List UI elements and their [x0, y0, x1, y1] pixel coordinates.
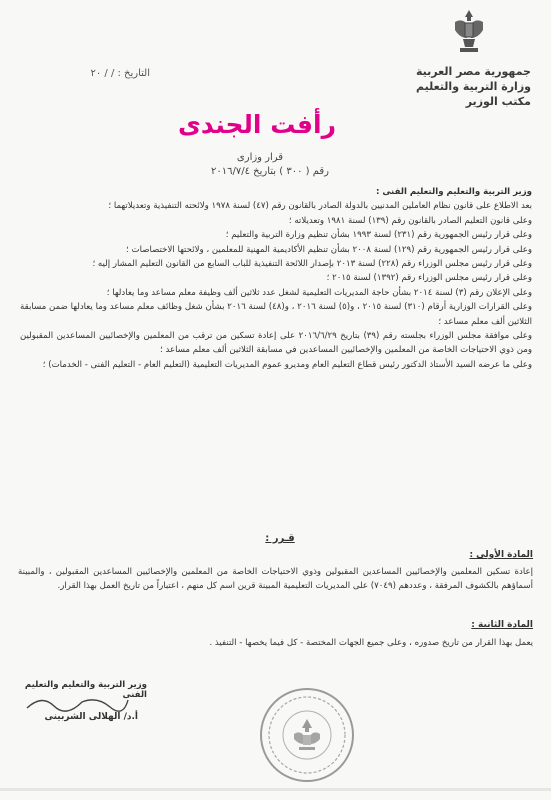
article-2-heading: المادة الثانية : — [471, 620, 533, 630]
preamble-line: وعلى قرار رئيس مجلس الوزراء رقم (١٣٩٢) لسنة ٢٠١٥ ؛ — [326, 273, 532, 284]
preamble-line: وعلى قانون التعليم الصادر بالقانون رقم (١٣٩) لسنة ١٩٨١ وتعديلاته ؛ — [288, 215, 532, 226]
official-seal-icon — [258, 686, 356, 784]
ministry-line-ministry: وزارة التربية والتعليم — [416, 80, 531, 93]
article-1-heading: المادة الأولى : — [469, 550, 533, 560]
article-1-text: إعادة تسكين المعلمين والإخصائيين المساعدين المقبولين وذوي الاحتياجات الخاصة من المعلمين والإخصائيين المساعدين المقبولين ، والمبينة أسماؤهم بالكشوف المرفقة ، وعددهم (٧٠٤٩) على المديريات التعليمية المبينة قرين اسم كل منهم ، اعتباراً من تاريخ العمل بهذا القرار. — [18, 567, 533, 591]
preamble-line: وزير التربية والتعليم والتعليم الفنى : — [375, 187, 532, 197]
preamble-line: بعد الاطلاع على قانون نظام العاملين المدنيين بالدولة الصادر بالقانون رقم (٤٧) لسنة ١٩٧٨ ولائحته التنفيذية وتعديلاتهما ؛ — [108, 201, 532, 212]
decree-title: قرار وزارى — [236, 152, 284, 163]
preamble — [20, 185, 532, 372]
preamble-line: وعلى قرار رئيس الجمهورية رقم (٢٣١) لسنة ١٩٩٣ بشأن تنظيم وزارة التربية والتعليم ؛ — [225, 230, 532, 241]
page-bottom-edge — [0, 788, 551, 791]
ministry-header — [381, 64, 531, 109]
signatory-title: وزير التربية والتعليم والتعليم الفنى — [24, 680, 147, 700]
preamble-line: وعلى ما عرضه السيد الأستاذ الدكتور رئيس قطاع التعليم العام ومديرو عموم المديريات التعليمية (التعليم العام - التعليم الفنى - الخدمات) ؛ — [42, 359, 532, 370]
preamble-line: وعلى موافقة مجلس الوزراء بجلسته رقم (٣٩) بتاريخ ٢٠١٦/٦/٢٩ على إعادة تسكين من ترقب من المعلمين والإخصائيين المساعدين المقبولين ومن ذوي الاحتياجات الخاصة من المعلمين والإخصائيين المساعدين في مسابقة الثلاثين ألف معلم مساعد ؛ — [20, 331, 532, 356]
date-field: التاريخ : / / ٢٠ — [90, 68, 150, 79]
signature-scribble-icon — [22, 692, 132, 714]
ministry-line-country: جمهورية مصر العربية — [416, 65, 531, 78]
preamble-line: وعلى قرار رئيس مجلس الوزراء رقم (٢٢٨) لسنة ٢٠١٣ بإصدار اللائحة التنفيذية للباب السابع من القانون التعليم المشار إليه ؛ — [92, 259, 532, 270]
egypt-eagle-emblem-icon — [452, 8, 486, 58]
decree-number: رقم ( ٣٠٠ ) بتاريخ ٢٠١٦/٧/٤ — [211, 166, 329, 177]
preamble-line: وعلى الإعلان رقم (٣) لسنة ٢٠١٤ بشأن حاجة المديريات التعليمية لشغل عدد ثلاثين ألف وظيفة معلم مساعد وما يعادلها ؛ — [106, 287, 532, 298]
ministry-line-office: مكتب الوزير — [465, 95, 531, 108]
signatory-name: أ.د/ الهلالى الشربينى — [44, 712, 138, 722]
decision-label: قـرر : — [265, 533, 295, 544]
preamble-line: وعلى القرارات الوزارية أرقام (٣١٠) لسنة ٢٠١٥ ، و(٥) لسنة ٢٠١٦ ، و(٤٨) لسنة ٢٠١٦ بشأن شغل وظائف معلم مساعد وما يعادلها ضمن مسابقة الثلاثين ألف معلم مساعد ؛ — [20, 302, 532, 327]
article-2-text: يعمل بهذا القرار من تاريخ صدوره ، وعلى جميع الجهات المختصة - كل فيما يخصها - التنفيذ . — [209, 638, 533, 648]
preamble-line: وعلى قرار رئيس الجمهورية رقم (١٢٩) لسنة ٢٠٠٨ بشأن تنظيم الأكاديمية المهنية للمعلمين ، ولائحتها الاختصاصات ؛ — [126, 244, 532, 255]
author-watermark: رأفت الجندى — [177, 110, 337, 139]
